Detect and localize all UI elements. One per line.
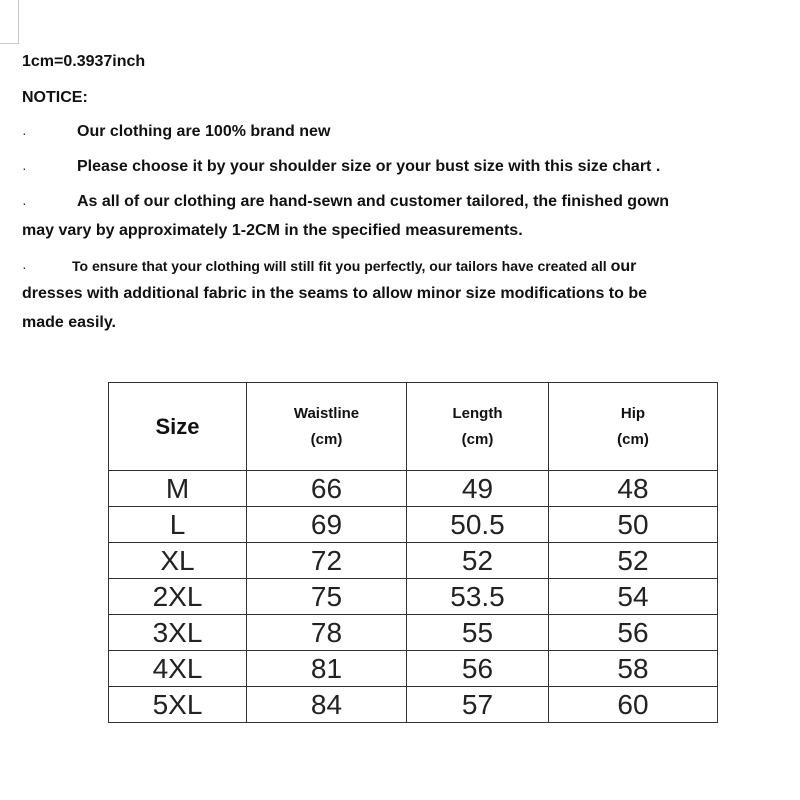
cell-length: 49 [407,471,549,507]
page-corner-mark [0,0,20,44]
cell-hip: 56 [549,615,718,651]
cell-size: XL [109,543,247,579]
notice-fit-line1 [72,256,636,277]
cell-waistline: 84 [247,687,407,723]
cell-hip: 48 [549,471,718,507]
cell-waistline: 81 [247,651,407,687]
cell-length: 57 [407,687,549,723]
cell-waistline: 69 [247,507,407,543]
table-header-row [109,383,718,471]
notice-fit-line3: made easily. [22,314,116,331]
header-length: Length (cm) [407,383,549,471]
cell-hip: 58 [549,651,718,687]
table-row [109,579,718,615]
cell-hip: 60 [549,687,718,723]
notice-heading: NOTICE: [22,89,88,106]
cell-hip: 50 [549,507,718,543]
bullet-4: · [22,259,27,275]
conversion-note: 1cm=0.3937inch [22,53,146,70]
header-waistline: Waistline (cm) [247,383,407,471]
table-row [109,507,718,543]
bullet-1: · [22,125,27,141]
cell-size: 3XL [109,615,247,651]
table-row [109,543,718,579]
cell-size: M [109,471,247,507]
notice-hand-sewn-line2: may vary by approximately 1-2CM in the specified measurements. [22,222,523,239]
cell-length: 53.5 [407,579,549,615]
table-row [109,615,718,651]
cell-length: 50.5 [407,507,549,543]
cell-waistline: 66 [247,471,407,507]
bullet-2: · [22,160,27,176]
size-chart-table [108,382,718,723]
header-hip: Hip (cm) [549,383,718,471]
notice-hand-sewn-line1: As all of our clothing are hand-sewn and customer tailored, the finished gown [77,193,670,210]
header-size: Size [109,383,247,471]
notice-brand-new: Our clothing are 100% brand new [77,123,331,140]
notice-fit-line2: dresses with additional fabric in the seams to allow minor size modifications to be [22,285,648,302]
cell-waistline: 75 [247,579,407,615]
cell-hip: 54 [549,579,718,615]
notice-fit-line1-text: To ensure that your clothing will still fit you perfectly, our tailors have created all [72,258,607,274]
cell-size: 4XL [109,651,247,687]
notice-fit-line1-end: our [610,258,637,275]
cell-length: 56 [407,651,549,687]
cell-size: 5XL [109,687,247,723]
table-row [109,651,718,687]
table-row [109,471,718,507]
cell-waistline: 78 [247,615,407,651]
cell-length: 52 [407,543,549,579]
cell-waistline: 72 [247,543,407,579]
cell-length: 55 [407,615,549,651]
notice-size-choice: Please choose it by your shoulder size or your bust size with this size chart . [77,158,661,175]
table-row [109,687,718,723]
bullet-3: · [22,195,27,211]
cell-size: L [109,507,247,543]
cell-hip: 52 [549,543,718,579]
cell-size: 2XL [109,579,247,615]
